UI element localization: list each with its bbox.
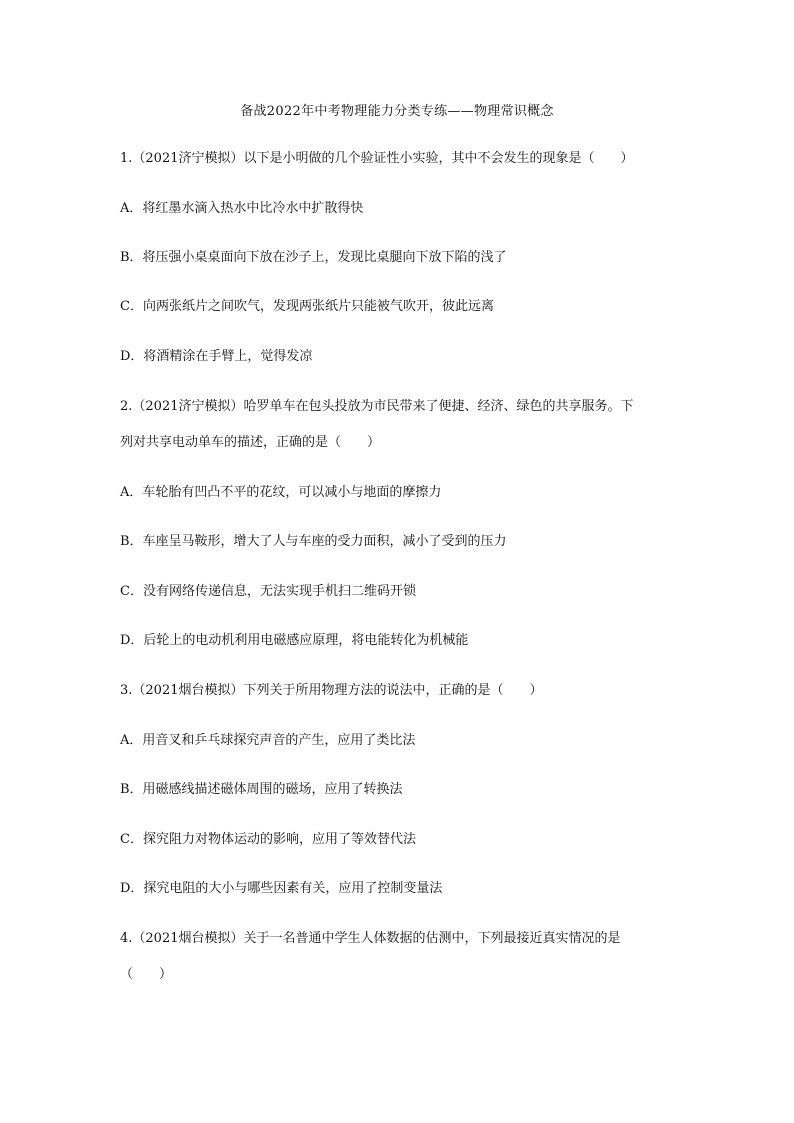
question-1-stem: 1.（2021济宁模拟）以下是小明做的几个验证性小实验，其中不会发生的现象是（ ）	[120, 151, 634, 166]
question-2-option-d: D．后轮上的电动机利用电磁感应原理，将电能转化为机械能	[120, 633, 469, 648]
page-title: 备战2022年中考物理能力分类专练——物理常识概念	[240, 104, 554, 119]
question-4-stem-line-1: 4.（2021烟台模拟）关于一名普通中学生人体数据的估测中，下列最接近真实情况的是	[120, 931, 621, 946]
question-3-option-a: A．用音叉和乒乓球探究声音的产生，应用了类比法	[120, 733, 416, 748]
question-3-option-c: C．探究阻力对物体运动的影响，应用了等效替代法	[120, 832, 416, 847]
question-1-option-b: B．将压强小桌桌面向下放在沙子上，发现比桌腿向下放下陷的浅了	[120, 250, 507, 265]
question-1-option-a: A．将红墨水滴入热水中比冷水中扩散得快	[120, 201, 364, 216]
question-4-stem-line-2: （ ）	[120, 967, 173, 982]
question-2-option-c: C．没有网络传递信息，无法实现手机扫二维码开锁	[120, 584, 416, 599]
question-2-stem-line-1: 2.（2021济宁模拟）哈罗单车在包头投放为市民带来了便捷、经济、绿色的共享服务。下	[120, 399, 634, 414]
question-2-option-b: B．车座呈马鞍形，增大了人与车座的受力面积，减小了受到的压力	[120, 534, 507, 549]
question-2-option-a: A．车轮胎有凹凸不平的花纹，可以减小与地面的摩擦力	[120, 485, 442, 500]
question-3-option-d: D．探究电阻的大小与哪些因素有关，应用了控制变量法	[120, 881, 443, 896]
question-3-stem: 3.（2021烟台模拟）下列关于所用物理方法的说法中，正确的是（ ）	[120, 683, 543, 698]
question-1-option-c: C．向两张纸片之间吹气，发现两张纸片只能被气吹开，彼此远离	[120, 299, 494, 314]
question-2-stem-line-2: 列对共享电动单车的描述，正确的是（ ）	[120, 435, 381, 450]
question-3-option-b: B．用磁感线描述磁体周围的磁场，应用了转换法	[120, 782, 403, 797]
question-1-option-d: D．将酒精涂在手臂上，觉得发凉	[120, 349, 313, 364]
